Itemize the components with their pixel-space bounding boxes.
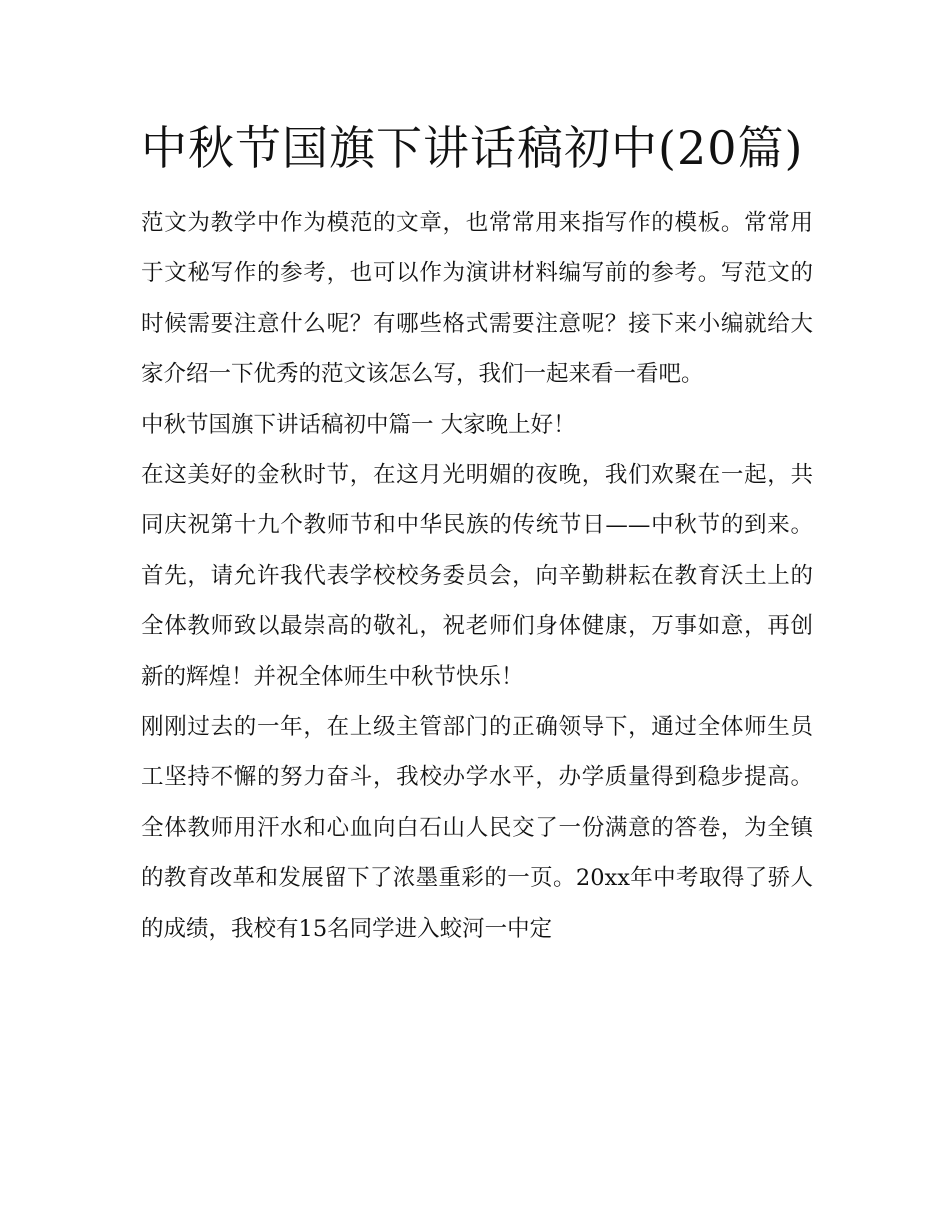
document-body (141, 112, 813, 954)
section-heading: 中秋节国旗下讲话稿初中篇一 大家晚上好！ (141, 411, 576, 438)
body-paragraph: 刚刚过去的一年，在上级主管部门的正确领导下，通过全体师生员工坚持不懈的努力奋斗，我校办学水平，办学质量得到稳步提高。全体教师用汗水和心血向白石山人民交了一份满意的答卷，为全镇的教育改革和发展留下了浓墨重彩的一页。20xx年中考取得了骄人的成绩，我校有15名同学进入蛟河一中定 (141, 714, 813, 942)
body-paragraph: 在这美好的金秋时节，在这月光明媚的夜晚，我们欢聚在一起，共同庆祝第十九个教师节和中华民族的传统节日——中秋节的到来。首先，请允许我代表学校校务委员会，向辛勤耕耘在教育沃土上的全体教师致以最崇高的敬礼，祝老师们身体健康，万事如意，再创新的辉煌！并祝全体师生中秋节快乐！ (141, 462, 813, 690)
document-title: 中秋节国旗下讲话稿初中(20篇) (141, 121, 804, 175)
intro-paragraph: 范文为教学中作为模范的文章，也常常用来指写作的模板。常常用于文秘写作的参考，也可以作为演讲材料编写前的参考。写范文的时候需要注意什么呢？有哪些格式需要注意呢？接下来小编就给大家介绍一下优秀的范文该怎么写，我们一起来看一看吧。 (141, 210, 813, 388)
